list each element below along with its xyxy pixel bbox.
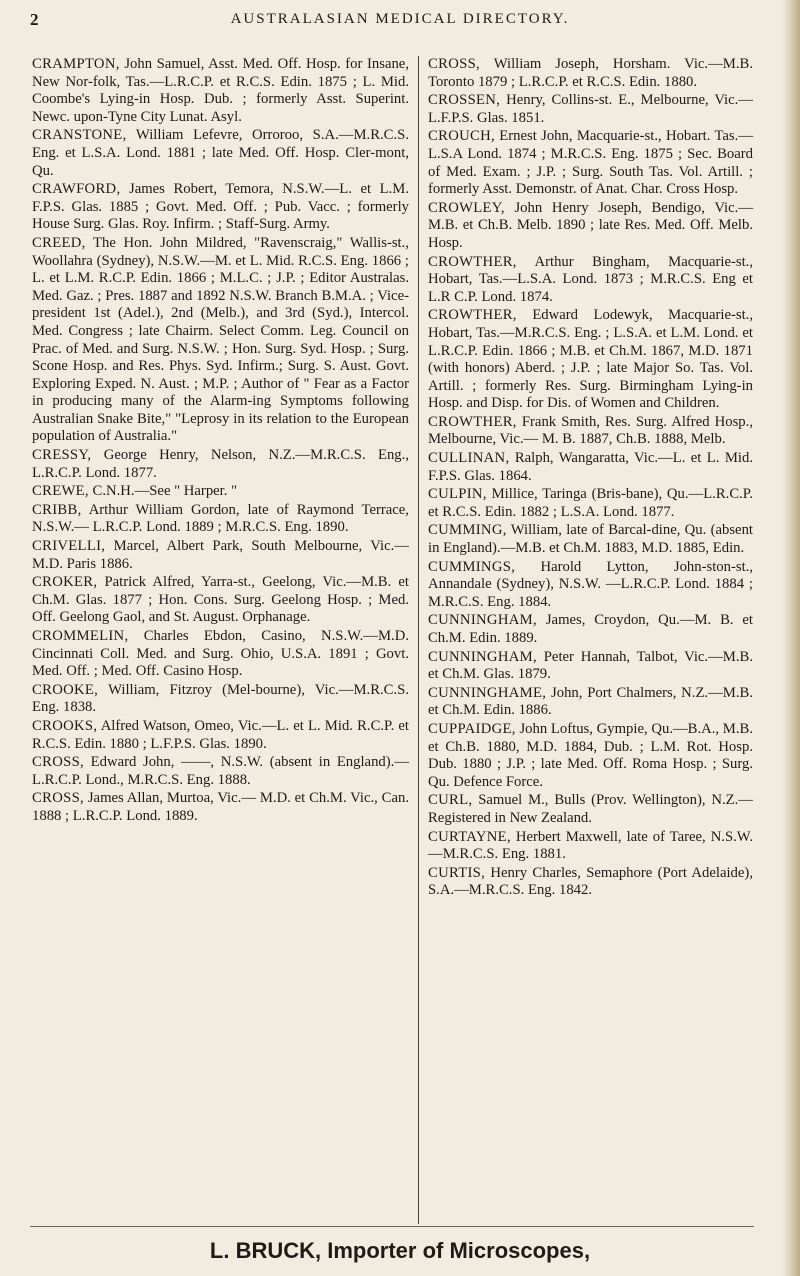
entry-surname: CULLINAN,	[428, 450, 510, 467]
directory-entry	[428, 128, 753, 198]
entry-details: Frank Smith, Res. Surg. Alfred Hosp., Melbourne, Vic.— M. B. 1887, Ch.B. 1888, Melb.	[428, 413, 753, 448]
directory-entry	[32, 538, 409, 573]
entry-surname: CULPIN,	[428, 486, 487, 503]
entry-details: Peter Hannah, Talbot, Vic.—M.B. et Ch.M. Glas. 1879.	[428, 648, 753, 683]
directory-entry	[32, 754, 409, 789]
entry-details: Harold Lytton, John-ston-st., Annandale (Sydney), N.S.W. —L.R.C.P. Lond. 1884 ; M.R.C.S. Eng. 1884.	[428, 558, 754, 610]
entry-details: Edward Lodewyk, Macquarie-st., Hobart, Tas.—M.R.C.S. Eng. ; L.S.A. et L.M. Lond. et L.R.C.P. Edin. 1866 ; M.B. et Ch.M. 1867, M.D. 1871 (with honors) Aberd. ; J.P. ; late Major So. Tas. Vol. Artill. ; formerly Res. Surg. Birmingham Lying-in Hosp. and Disp. for Dis. of Women and Children.	[428, 307, 754, 412]
entry-surname: CURTAYNE,	[428, 828, 511, 845]
entry-details: Marcel, Albert Park, South Melbourne, Vic.—M.D. Paris 1886.	[32, 538, 409, 572]
entry-details: Samuel M., Bulls (Prov. Wellington), N.Z.—Registered in New Zealand.	[428, 792, 753, 826]
directory-entry	[428, 92, 753, 127]
entry-details: Henry Charles, Semaphore (Port Adelaide), S.A.—M.R.C.S. Eng. 1842.	[428, 864, 753, 899]
directory-entry	[32, 790, 409, 825]
directory-entry	[32, 181, 409, 234]
directory-entry	[428, 792, 753, 827]
entry-surname: CROSS,	[32, 754, 85, 771]
entry-details: Edward John, ——, N.S.W. (absent in England).—L.R.C.P. Lond., M.R.C.S. Eng. 1888.	[32, 754, 410, 788]
entry-details: John, Port Chalmers, N.Z.—M.B. et Ch.M. Edin. 1886.	[428, 684, 753, 719]
entry-surname: CRAMPTON,	[32, 56, 120, 72]
entry-surname: CROWTHER,	[428, 307, 517, 324]
directory-entry	[428, 721, 753, 791]
column-divider	[418, 56, 419, 1224]
directory-entry	[428, 450, 753, 485]
directory-entry	[428, 865, 753, 900]
entry-details: Alfred Watson, Omeo, Vic.—L. et L. Mid. R.C.P. et R.C.S. Edin. 1880 ; L.F.P.S. Glas. 1890.	[32, 717, 409, 752]
entry-surname: CRIBB,	[32, 501, 82, 518]
entry-details: William Lefevre, Orroroo, S.A.—M.R.C.S. Eng. et L.S.A. Lond. 1881 ; late Med. Off. Hosp. Cler-mont, Qu.	[32, 127, 409, 179]
directory-entry	[428, 559, 753, 612]
directory-entry	[32, 56, 409, 126]
running-title: AUSTRALASIAN MEDICAL DIRECTORY.	[230, 11, 570, 27]
entry-surname: CRAWFORD,	[32, 181, 121, 198]
page-edge	[782, 0, 800, 1276]
directory-entry	[32, 718, 409, 753]
entry-details: George Henry, Nelson, N.Z.—M.R.C.S. Eng., L.R.C.P. Lond. 1877.	[32, 447, 409, 481]
entry-details: Ernest John, Macquarie-st., Hobart. Tas.—L.S.A Lond. 1874 ; M.R.C.S. Eng. 1875 ; Sec. Board of Med. Exam. ; J.P. ; Surg. South Tas. Vol. Artill. ; formerly Asst. Demonstr. of Anat. Char. Cross Hosp.	[428, 128, 754, 198]
entry-details: The Hon. John Mildred, "Ravenscraig," Wallis-st., Woollahra (Sydney), N.S.W.—M. et L. Mid. R.C.S. Eng. 1866 ; L. et L.M. R.C.P. Edin. 1866 ; M.L.C. ; J.P. ; Editor Australas. Med. Gaz. ; Pres. 1887 and 1892 N.S.W. Branch B.M.A. ; Vice-president 1st (Adel.), 2nd (Melb.), and 3rd (Syd.), Intercol. Med. Congress ; late Chairm. Select Comm. Leg. Council on Prac. of Med. and Surg. N.S.W. ; Hon. Surg. Syd. Hosp. ; Surg. Scone Hosp. and Res. Phys. Syd. Infirm.; Surg. S. Aust. Govt. Exploring Exped. N. Aust. ; M.P. ; Author of " Fear as a Factor in producing many of the Alarm-ing Symptoms following Australian Snake Bite," "Leprosy in its relation to the European population of Australia."	[32, 234, 409, 445]
entry-details: John Samuel, Asst. Med. Off. Hosp. for Insane, New Nor-folk, Tas.—L.R.C.P. et R.C.S. Edin. 1875 ; L. Mid. Coombe's Lying-in Hosp. Dub. ; formerly Asst. Superint. Newc. upon-Tyne City Lunat. Asyl.	[32, 56, 410, 125]
entry-details: Millice, Taringa (Bris-bane), Qu.—L.R.C.P. et R.C.S. Edin. 1882 ; L.S.A. Lond. 1877.	[428, 486, 754, 520]
entry-details: William, late of Barcal-dine, Qu. (absent in England).—M.B. et Ch.M. 1883, M.D. 1885, Edin.	[428, 522, 753, 557]
directory-entry	[428, 685, 753, 720]
entry-details: James, Croydon, Qu.—M. B. et Ch.M. Edin. 1889.	[428, 612, 753, 646]
directory-entry	[32, 574, 409, 627]
entry-details: William, Fitzroy (Mel-bourne), Vic.—M.R.C.S. Eng. 1838.	[32, 681, 409, 716]
entry-surname: CURL,	[428, 792, 473, 809]
footer-divider	[30, 1226, 754, 1227]
entry-surname: CUMMINGS,	[428, 558, 516, 575]
entry-details: James Allan, Murtoa, Vic.— M.D. et Ch.M. Vic., Can. 1888 ; L.R.C.P. Lond. 1889.	[32, 790, 409, 824]
entry-surname: CROWTHER,	[428, 413, 517, 430]
entry-details: Ralph, Wangaratta, Vic.—L. et L. Mid. F.P.S. Glas. 1864.	[428, 450, 753, 484]
entry-surname: CROUCH,	[428, 128, 495, 145]
directory-entry	[32, 127, 409, 180]
entry-surname: CRANSTONE,	[32, 127, 127, 144]
entry-surname: CROOKE,	[32, 681, 99, 698]
directory-entry	[32, 682, 409, 717]
entry-details: Patrick Alfred, Yarra-st., Geelong, Vic.—M.B. et Ch.M. Glas. 1877 ; Hon. Cons. Surg. Geelong Hosp. ; Med. Off. Geelong Gaol, and St. August. Orphanage.	[32, 574, 409, 626]
directory-entry	[32, 628, 409, 681]
entry-surname: CURTIS,	[428, 864, 486, 881]
entry-surname: CREED,	[32, 234, 86, 251]
entry-surname: CROWLEY,	[428, 199, 505, 216]
directory-entry	[428, 414, 753, 449]
entry-surname: CUNNINGHAM,	[428, 648, 537, 665]
directory-entry	[428, 307, 753, 413]
entry-surname: CROKER,	[32, 574, 98, 591]
directory-entry	[32, 447, 409, 482]
entry-surname: CRESSY,	[32, 447, 92, 464]
entry-details: James Robert, Temora, N.S.W.—L. et L.M. F.P.S. Glas. 1885 ; Govt. Med. Off. ; Pub. Vacc. ; formerly House Surg. Glas. Roy. Infirm. ; Staff-Surg. Army.	[32, 181, 409, 233]
directory-entry	[428, 486, 753, 521]
entry-surname: CUMMING,	[428, 522, 507, 539]
directory-entry	[32, 483, 409, 501]
directory-entry	[428, 200, 753, 253]
directory-entry	[428, 649, 753, 684]
directory-entry	[428, 612, 753, 647]
entry-surname: CREWE,	[32, 483, 89, 500]
directory-entry	[428, 522, 753, 557]
entry-details: John Loftus, Gympie, Qu.—B.A., M.B. et Ch.B. 1880, M.D. 1884, Dub. ; L.M. Rot. Hosp. Dub. 1880 ; J.P. ; late Med. Off. Roma Hosp. ; Surg. Qu. Defence Force.	[428, 720, 754, 790]
entry-surname: CROSS,	[32, 790, 85, 807]
entry-details: C.N.H.—See " Harper. "	[92, 483, 238, 500]
entry-surname: CROOKS,	[32, 717, 98, 734]
entry-details: Charles Ebdon, Casino, N.S.W.—M.D. Cincinnati Coll. Med. and Surg. Ohio, U.S.A. 1891 ; Govt. Med. Off. ; Med. Off. Casino Hosp.	[32, 628, 410, 680]
entry-surname: CROMMELIN,	[32, 628, 129, 644]
directory-entry	[428, 829, 753, 864]
footer-advert: L. BRUCK, Importer of Microscopes,	[209, 1238, 591, 1263]
entry-details: Arthur Bingham, Macquarie-st., Hobart, Tas.—L.S.A. Lond. 1873 ; M.R.C.S. Eng et L.R C.P. Lond. 1874.	[428, 253, 753, 305]
entry-details: William Joseph, Horsham. Vic.—M.B. Toronto 1879 ; L.R.C.P. et R.C.S. Edin. 1880.	[428, 56, 753, 90]
entry-surname: CUPPAIDGE,	[428, 720, 516, 737]
left-column	[32, 56, 409, 827]
directory-entry	[32, 502, 409, 537]
entry-surname: CUNNINGHAM,	[428, 612, 537, 629]
entry-details: Arthur William Gordon, late of Raymond Terrace, N.S.W.— L.R.C.P. Lond. 1889 ; M.R.C.S. Eng. 1890.	[32, 501, 409, 536]
entry-surname: CRIVELLI,	[32, 538, 106, 555]
directory-entry	[428, 254, 753, 307]
directory-entry	[32, 235, 409, 446]
right-column	[428, 56, 753, 901]
entry-surname: CUNNINGHAME,	[428, 684, 547, 701]
entry-surname: CROSS,	[428, 56, 481, 72]
entry-details: Herbert Maxwell, late of Taree, N.S.W.—M.R.C.S. Eng. 1881.	[428, 828, 753, 863]
page-number: 2	[30, 10, 39, 29]
entry-surname: CROWTHER,	[428, 253, 517, 270]
entry-details: John Henry Joseph, Bendigo, Vic.—M.B. et Ch.B. Melb. 1890 ; late Res. Med. Off. Melb. Hosp.	[428, 199, 754, 251]
entry-details: Henry, Collins-st. E., Melbourne, Vic.—L.F.P.S. Glas. 1851.	[428, 92, 753, 126]
entry-surname: CROSSEN,	[428, 92, 501, 109]
directory-entry	[428, 56, 753, 91]
